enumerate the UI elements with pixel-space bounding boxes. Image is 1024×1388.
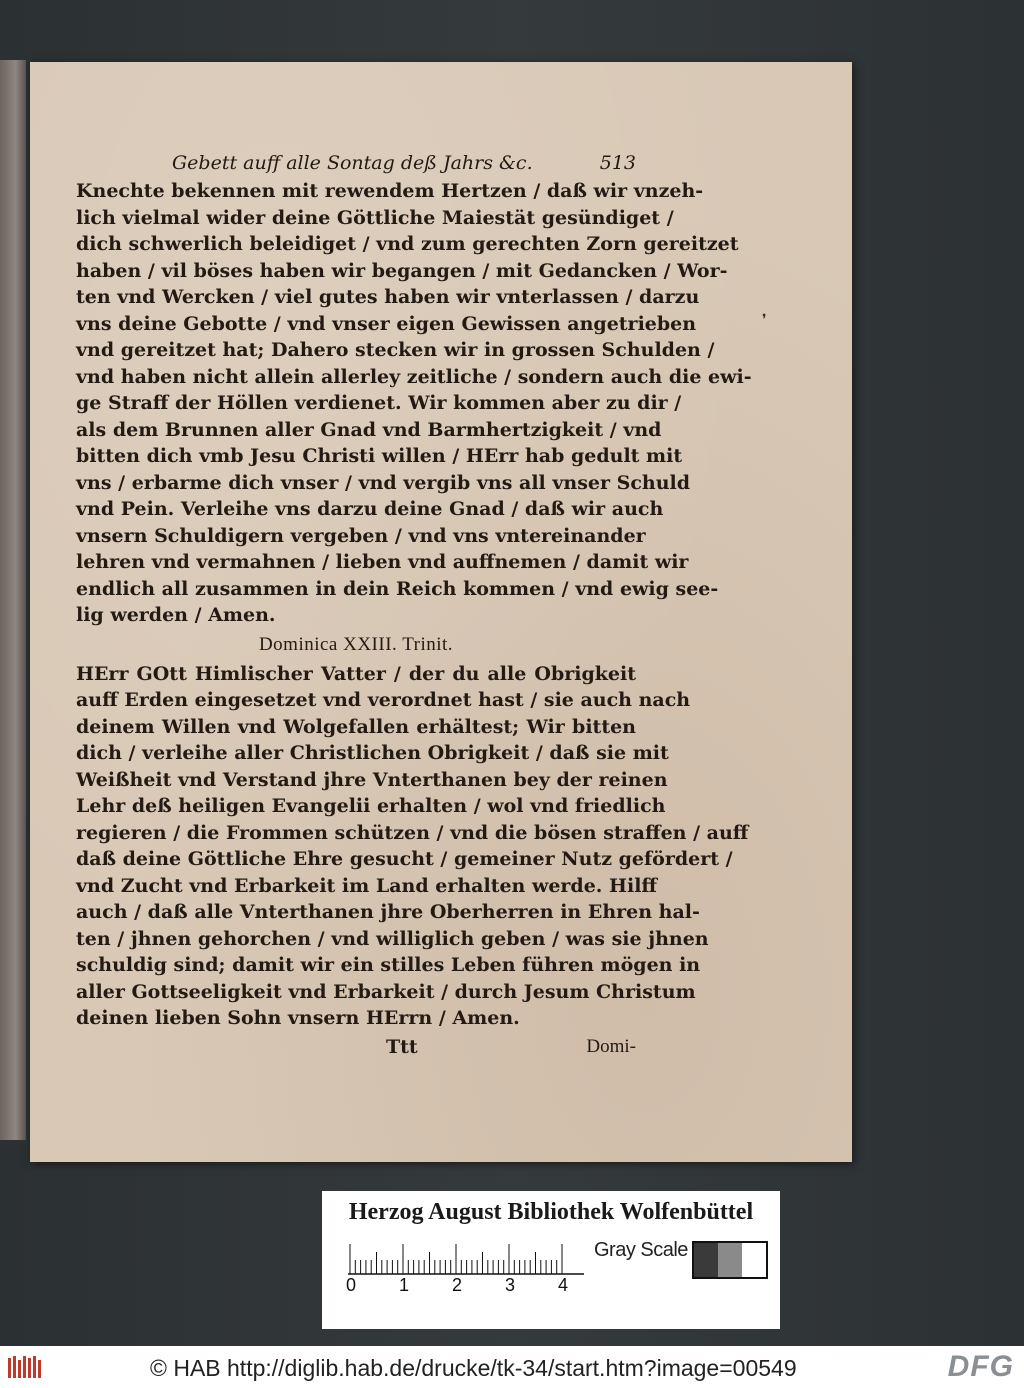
text-line: deinen lieben Sohn vnsern HErrn / Amen. xyxy=(76,1007,520,1029)
text-line: lich vielmal wider deine Göttliche Maiestät gesündiget / xyxy=(76,206,674,229)
swatch-dark xyxy=(694,1243,718,1277)
hab-logo-icon xyxy=(8,1354,44,1380)
text-line: schuldig sind; damit wir ein stilles Leben führen mögen in xyxy=(76,954,701,976)
text-line: auch / daß alle Vnterthanen jhre Oberherren in Ehren hal- xyxy=(76,901,700,923)
library-name: Herzog August Bibliothek Wolfenbüttel xyxy=(348,1199,754,1225)
scale-numbers xyxy=(342,1275,602,1301)
text-line: vnd haben nicht allein allerley zeitliche / sondern auch die ewi- xyxy=(76,365,752,388)
text-line: regieren / die Frommen schützen / vnd die bösen straffen / auff xyxy=(76,821,749,844)
swatch-mid xyxy=(718,1243,742,1277)
scale-number: 1 xyxy=(399,1275,410,1295)
text-line: ge Straff der Höllen verdienet. Wir kommen aber zu dir / xyxy=(76,392,682,414)
text-line: vnsern Schuldigern vergeben / vnd vns vntereinander xyxy=(76,524,646,547)
scale-number: 0 xyxy=(346,1275,357,1295)
text-line: ten / jhnen gehorchen / vnd williglich geben / was sie jhnen xyxy=(76,927,709,950)
text-line: haben / vil böses haben wir begangen / mit Gedancken / Wor- xyxy=(76,259,728,282)
text-line: bitten dich vmb Jesu Christi willen / HErr hab gedult mit xyxy=(76,445,683,467)
scale-number: 2 xyxy=(452,1275,463,1295)
text-line: HErr GOtt Himlischer Vatter / der du alle Obrigkeit xyxy=(76,662,636,685)
text-line: aller Gottseeligkeit vnd Erbarkeit / durch Jesum Christum xyxy=(76,980,696,1003)
text-line: Lehr deß heiligen Evangelii erhalten / wol vnd friedlich xyxy=(76,795,666,817)
footer-bar xyxy=(0,1346,1024,1388)
scale-number: 4 xyxy=(558,1275,569,1295)
signature-mark: Ttt xyxy=(386,1035,418,1058)
text-line: ten vnd Wercken / viel gutes haben wir vnterlassen / darzu xyxy=(76,286,700,308)
running-head xyxy=(76,148,636,178)
text-line: dich schwerlich beleidiget / vnd zum gerechten Zorn gereitzet xyxy=(76,233,739,255)
scale-ruler xyxy=(348,1241,584,1275)
text-line: lehren vnd vermahnen / lieben vnd auffnemen / damit wir xyxy=(76,551,689,573)
gray-scale-label: Gray Scale xyxy=(594,1239,688,1261)
text-line: vns / erbarme dich vnser / vnd vergib vns all vnser Schuld xyxy=(76,471,691,494)
text-line: Weißheit vnd Verstand jhre Vnterthanen bey der reinen xyxy=(76,768,668,791)
ink-mark: ❜ xyxy=(762,312,767,328)
text-line: dich / verleihe aller Christlichen Obrigkeit / daß sie mit xyxy=(76,742,669,764)
running-head-title: Gebett auff alle Sontag deß Jahrs &c. xyxy=(172,152,533,174)
previous-page-edge xyxy=(0,60,26,1140)
gray-scale-swatch xyxy=(692,1241,768,1279)
copyright-link[interactable]: © HAB http://diglib.hab.de/drucke/tk-34/start.htm?image=00549 xyxy=(150,1355,797,1381)
prayer-2 xyxy=(76,661,749,1032)
section-heading: Dominica XXIII. Trinit. xyxy=(258,633,454,655)
text-line: vnd Pein. Verleihe vns darzu deine Gnad / daß wir auch xyxy=(76,498,664,520)
text-line: vns deine Gebotte / vnd vnser eigen Gewissen angetrieben xyxy=(76,312,697,335)
page-text xyxy=(76,148,752,1062)
text-line: Knechte bekennen mit rewendem Hertzen / daß wir vnzeh- xyxy=(76,180,704,202)
text-line: als dem Brunnen aller Gnad vnd Barmhertzigkeit / vnd xyxy=(76,418,662,441)
page-number: 513 xyxy=(599,152,636,174)
text-line: lig werden / Amen. xyxy=(76,604,276,626)
text-line: deinem Willen vnd Wolgefallen erhältest; Wir bitten xyxy=(76,715,636,738)
text-line: endlich all zusammen in dein Reich kommen / vnd ewig see- xyxy=(76,577,719,600)
text-line: vnd gereitzet hat; Dahero stecken wir in grossen Schulden / xyxy=(76,339,715,361)
scale-number: 3 xyxy=(505,1275,516,1295)
catchword: Domi- xyxy=(586,1035,636,1057)
swatch-light xyxy=(742,1243,766,1277)
text-line: vnd Zucht vnd Erbarkeit im Land erhalten werde. Hilff xyxy=(76,874,658,897)
prayer-1 xyxy=(76,178,752,629)
text-line: daß deine Göttliche Ehre gesucht / gemeiner Nutz gefördert / xyxy=(76,848,733,870)
library-color-chart xyxy=(322,1191,780,1329)
page-foot xyxy=(76,1032,636,1062)
dfg-logo: DFG xyxy=(947,1350,1014,1383)
text-line: auff Erden eingesetzet vnd verordnet hast / sie auch nach xyxy=(76,689,691,711)
